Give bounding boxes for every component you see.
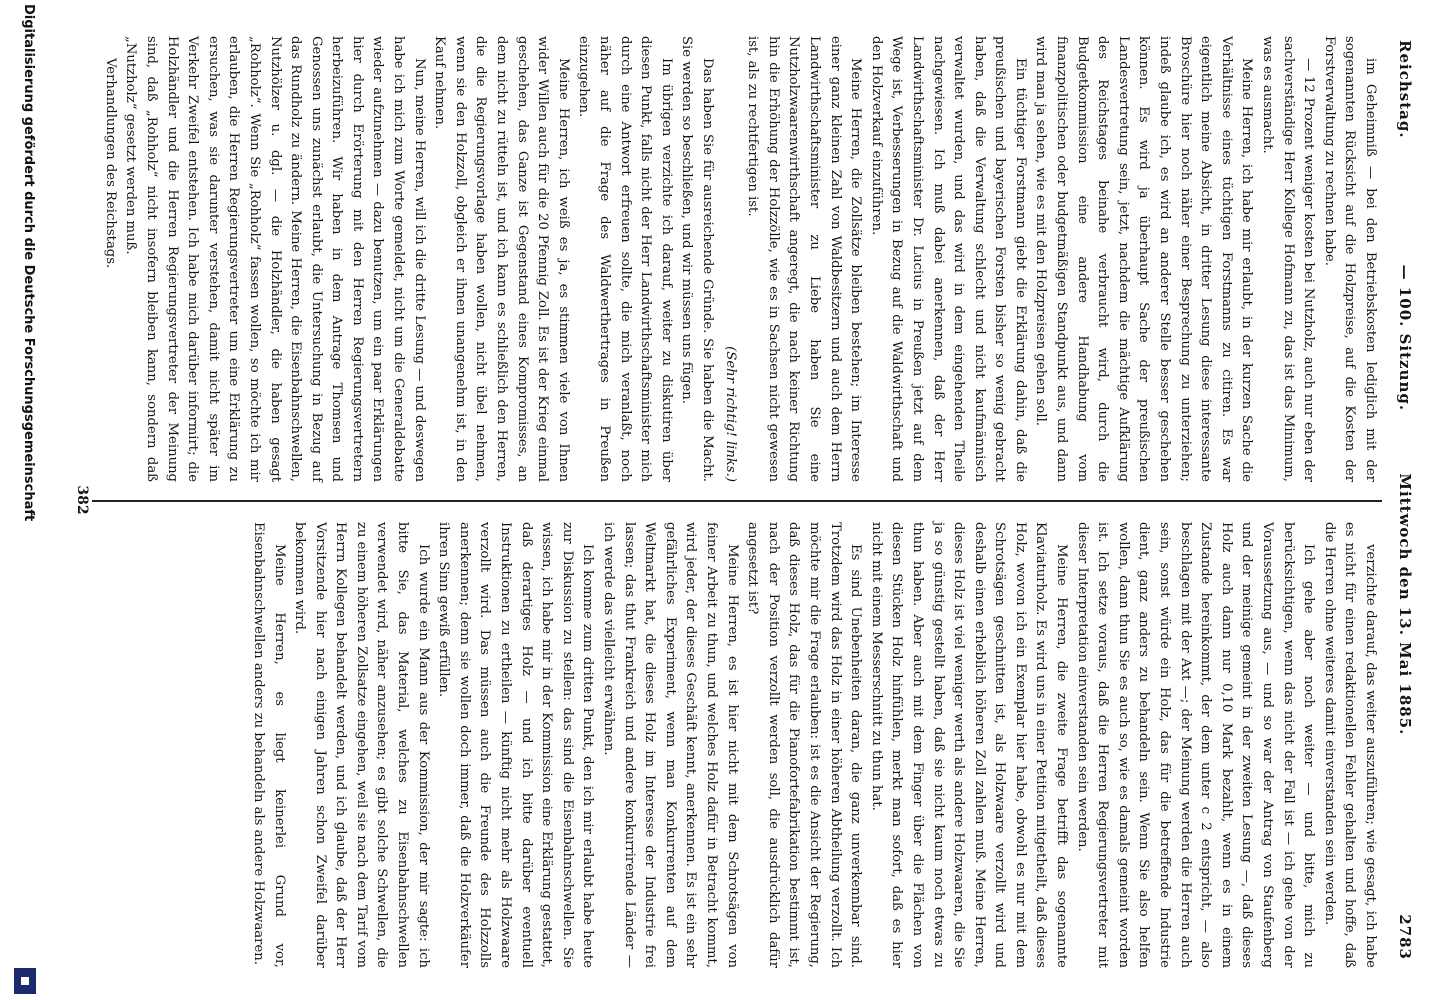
paragraph: Meine Herren, es liegt keinerlei Grund vor, Eisenbahnschwellen anders zu behandeln als andere Holzwaaren. bbox=[250, 522, 287, 968]
paragraph: Meine Herren, ich habe mir erlaubt, in der kurzen Sache die Verhältnisse eines tüchtigen Forstmanns zu citiren. Es war eigentlich meine Absicht, in dritter Lesung diese interessante Broschüre hier noch näher einer Besprechung zu unterziehen; indeß glaube ich, es wird an anderer Stelle besser geschehen können. Es wird ja überhaupt Sache der preußischen Landesvertretung sein, jetzt, nachdem die mächtige Aufklärung des Reichstages beinahe verbraucht wird, durch die Budgetkommission eine andere Handhabung vom finanzpolitischen oder budgetmäßigen Standpunkt aus, und dann wird man ja sehen, wie es mit den Holzpreisen gehen soll. bbox=[1033, 36, 1255, 482]
paragraph: Meine Herren, es ist hier nicht mit dem Schrotsägen von feiner Arbeit zu thun, und welches Holz dafür in Betracht kommt, wird jeder, der dieses Geschäft kennt, anerkennen. Es ist ein sehr gefährliches Experiment, wenn man Konkurrenten auf dem Weltmarkt hat, die dieses Holz im Interesse der Industrie frei lassen; das thut Frankreich und andere konkurrirende Länder — ich werde das vielleicht erwähnen. bbox=[601, 522, 740, 968]
paragraph: (Sehr richtig! links.) bbox=[722, 346, 738, 482]
paragraph: Es sind Unebenheiten daran, die ganz unverkennbar sind. Trotzdem wird das Holz in einer höheren Abtheilung verzollt. Ich möchte mir die Frage erlauben: ist es die Ansicht der Regierung, daß dieses Holz, das für die Pianofortefabrikation bestimmt ist, nach der Position verzollt werden soll, die ausdrücklich dafür angesetzt ist? bbox=[745, 522, 864, 968]
paragraph: verzichte darauf, das weiter auszuführen; wie gesagt, ich habe es nicht für einen redaktionellen Fehler gehalten und hoffe, daß die Herren ohne weiteres damit einverstanden sein werden. bbox=[1321, 522, 1378, 968]
right-text-column bbox=[110, 522, 1380, 968]
paragraph: Verhandlungen des Reichstags. bbox=[102, 58, 118, 269]
paragraph: Ich gehe aber noch weiter — und bitte, mich zu berücksichtigen, wenn das nicht der Fall ist — ich gehe von der Voraussetzung aus, — und so war der Antrag von Staufenberg und der meinige gemeint in der zweiten Lesung —, daß dieses Holz auch dann nur 0,10 Mark bezahlt, wenn es in einem Zustande hereinkommt, der dem unter c 2 entspricht, — also beschlagen mit der Axt —; der Meinung werden die Herren auch sein, sonst würde ein Holz, das für die betreffende Industrie dient, ganz anders zu behandeln sein. Wenn Sie also helfen wollen, dann thun Sie es auch so, wie es damals gemeint worden ist. Ich setze voraus, daß die Herren Regierungsvertreter mit dieser Interpretation einverstanden sein werden. bbox=[1074, 522, 1317, 968]
header-center bbox=[1396, 40, 1414, 960]
paragraph: Ich wurde ein Mann aus der Kommission, der mir sagte: ich bitte Sie, das Material, welches zu Eisenbahnschwellen verwendet wird, näher anzusehen; es gibt solche Schwellen, die zu einem höheren Zollsatze eingehen, weil sie nach dem Tarif vom Herrn Kollegen behandelt werden, und ich glaube, daß der Herr Vorsitzende hier nach einigen Jahren schon Zweifel darüber bekommen wird. bbox=[292, 522, 431, 968]
paragraph: Im übrigen verzichte ich darauf, weiter zu diskutiren über diesen Punkt, falls nicht der Herr Landwirthschaftsminister mich durch eine Antwort erfreuen sollte, die mich veranlaßt, noch näher auf die Frage des Waldwerthertrages in Preußen einzugehen. bbox=[576, 36, 674, 482]
paragraph: im Geheimniß — bei den Betriebskosten lediglich mit der sogenannten Rücksicht auf die Holzpreise, auf die Kosten der Forstverwaltung zu rechnen habe. bbox=[1321, 36, 1378, 482]
paragraph: — 12 Prozent weniger kosten bei Nutzholz, auch nur eben der sachverständige Herr Kollege Hofmann zu, das ist das Minimum, was es ausmacht. bbox=[1260, 36, 1317, 482]
sheet-number: 382 bbox=[74, 485, 90, 515]
page-header bbox=[1388, 40, 1414, 960]
header-page-number: 2783 bbox=[1396, 914, 1414, 960]
digitization-note: Digitalisierung gefördert durch die Deutsche Forschungsgemeinschaft bbox=[21, 4, 36, 522]
header-left: Reichstag. bbox=[1396, 40, 1414, 139]
paragraph: Nun, meine Herren, will ich die dritte Lesung — und deswegen habe ich mich zum Worte gemeldet, nicht um die Generaldebatte wieder aufzunehmen — dazu benutzen, um ein paar Erklärungen hier durch Erörterung mit den Herren Regierungsvertretern herbeizuführen. Wir haben in dem Antrage Thomsen und Genossen uns zunächst erlaubt, die Untersuchung in Bezug auf das Rundholz zu ändern. Meine Herren, die Eisenbahnschwellen, Nutzhölzer u. dgl. — die Holzhändler, die haben gesagt „Rohholz“. Wenn Sie „Rohholz“ fassen wollen, so möchte ich mir erlauben, die Herren Regierungsvertreter um eine Erklärung zu ersuchen, was sie darunter verstehen, damit nicht später im Verkehr Zweifel entstehen. Ich habe mich darüber informirt; die Holzhändler und die Herren Regierungsvertreter der Meinung sind, daß „Rohholz“ nicht insofern bleiben kann, sondern daß „Nutzholz“ gesetzt werden muß. bbox=[123, 36, 427, 482]
left-text-column bbox=[102, 36, 1380, 482]
column-divider bbox=[92, 500, 1382, 502]
paragraph: Meine Herren, ich weiß es ja, es stimmen viele von Ihnen wider Willen auch für die 20 Pfennig Zoll. Es ist der Krieg einmal geschehen, das Ganze ist Gegenstand eines Kompromisses, an dem nicht zu rütteln ist, und ich kann es schließlich den Herren, die die Regierungsvorlage haben wollen, nicht übel nehmen, wenn sie den Holzzoll, obgleich er ihnen unangenehm ist, in den Kauf nehmen. bbox=[432, 36, 571, 482]
paragraph: Ich komme zum dritten Punkt, den ich mir erlaubt habe heute zur Diskussion zu stellen: das sind die Eisenbahnschwellen. Sie wissen, ich habe mir in der Kommission eine Erklärung gestattet, daß derartiges Holz — und ich bitte darüber eventuell Instruktionen zu ertheilen — künftig nicht mehr als Holzwaare verzollt wird. Das müssen auch die Freunde des Holzzolls anerkennen; denn sie wollen doch immer, daß die Holzverkäufer ihren Sinn gewiß erfüllen. bbox=[436, 522, 596, 968]
paragraph: Meine Herren, die zweite Frage betrifft das sogenannte Klaviaturholz. Es wird uns in einer Petition mitgetheilt, daß dieses Holz, wovon ich ein Exemplar hier habe, obwohl es nur mit dem Schrotsägen geschnitten ist, als Holzwaare verzollt wird und deshalb einen erheblich höheren Zoll zahlen muß. Meine Herren, dieses Holz ist viel weniger werth als andere Holzwaaren, die Sie ja so günstig gestellt haben, daß sie nicht kaum noch etwas zu thun haben. Aber auch mit dem Finger über die Flächen von diesen Stücken Holz hinfühlen, merkt man sofort, daß es hier nicht mit einem Messerschnitt zu thun hat. bbox=[868, 522, 1070, 968]
paragraph: Meine Herren, die Zollsätze bleiben bestehen; im Interesse einer ganz kleinen Zahl von Waldbesitzern und auch dem Herrn Landwirthschaftsminister zu Liebe haben Sie eine Nutzholzwaarenwirthschaft angeregt, die nach keiner Richtung hin die Erhöhung der Holzzölle, wie es in Sachsen nicht gewesen ist, als zu rechtfertigen ist. bbox=[745, 36, 864, 482]
header-session: — 100. Sitzung. bbox=[1396, 264, 1414, 412]
header-date: Mittwoch den 13. Mai 1885. bbox=[1396, 473, 1414, 736]
paragraph: Ein tüchtiger Forstmann giebt die Erklärung dahin, daß die preußischen und bayerischen Forsten bisher so wenig gebracht haben, daß die Verwaltung schlecht und nicht kaufmännisch verwaltet wurden, und das wird in dem eingehenden Theile nachgewiesen. Ich muß dabei anerkennen, daß der Herr Landwirthschaftsminister Dr. Lucius in Preußen jetzt auf dem Wege ist, Verbesserungen in Bezug auf die Waldwirthschaft und den Holzverkauf einzuführen. bbox=[868, 36, 1028, 482]
dfg-logo-icon bbox=[14, 968, 36, 994]
paragraph: Das haben Sie für ausreichende Gründe. Sie haben die Macht. Sie werden so beschließen, und wir müssen uns fügen. bbox=[679, 36, 715, 482]
